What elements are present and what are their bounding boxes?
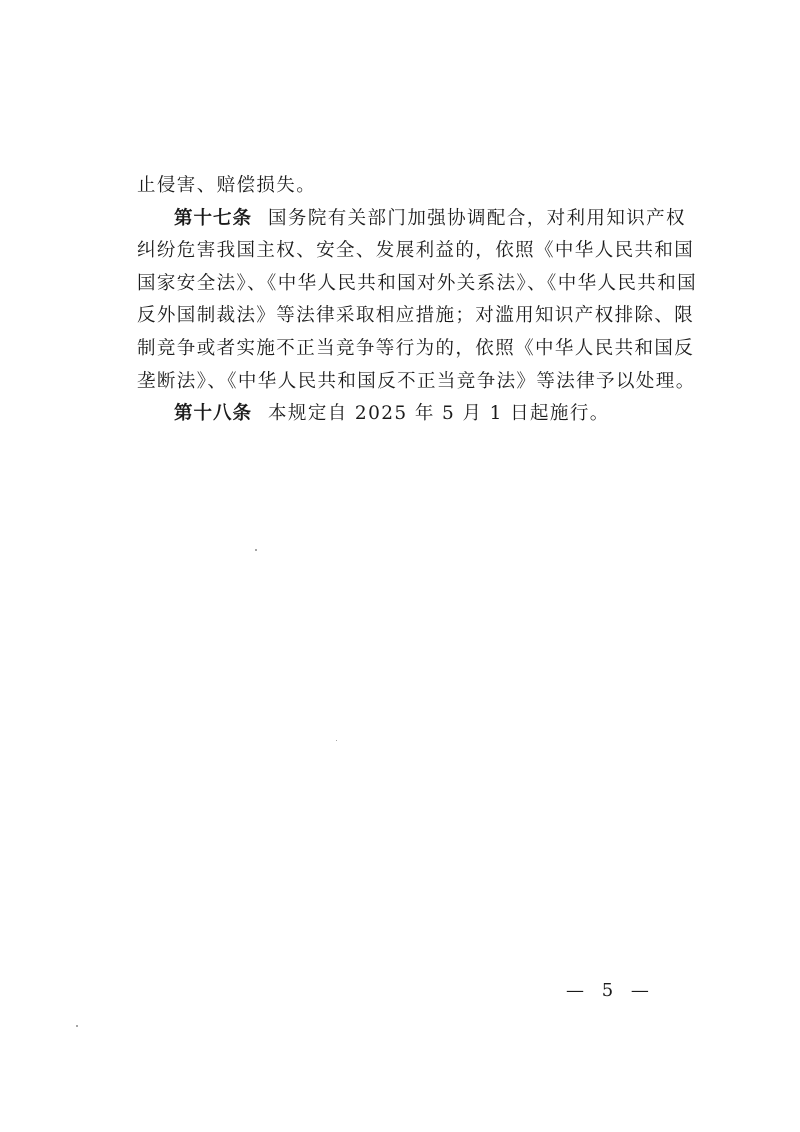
article-text-line: 垄断法》、《中华人民共和国反不正当竞争法》等法律予以处理。	[137, 370, 696, 392]
article-17	[137, 203, 698, 399]
article-18	[137, 398, 665, 431]
article-text: 国务院有关部门加强协调配合，对利用知识产权	[268, 207, 686, 229]
scan-speck	[76, 1025, 78, 1027]
page-number: — 5 —	[566, 980, 655, 1001]
article-text-line: 国家安全法》、《中华人民共和国对外关系法》、《中华人民共和国	[137, 272, 698, 294]
article-title: 第十八条	[174, 403, 253, 425]
article-text-line: 制竞争或者实施不正当竞争等行为的，依照《中华人民共和国反	[137, 337, 695, 359]
body-text	[137, 170, 698, 431]
article-text: 本规定自 2025 年 5 月 1 日起施行。	[268, 403, 610, 425]
article-text-line: 纠纷危害我国主权、安全、发展利益的，依照《中华人民共和国	[137, 240, 695, 262]
article-text-line: 反外国制裁法》等法律采取相应措施；对滥用知识产权排除、限	[137, 305, 695, 327]
scan-speck	[336, 740, 337, 741]
continuation-line: 止侵害、赔偿损失。	[137, 175, 317, 196]
article-first-line	[137, 398, 665, 431]
scan-speck	[255, 549, 257, 551]
article-first-line	[137, 203, 686, 236]
article-title: 第十七条	[174, 207, 253, 229]
